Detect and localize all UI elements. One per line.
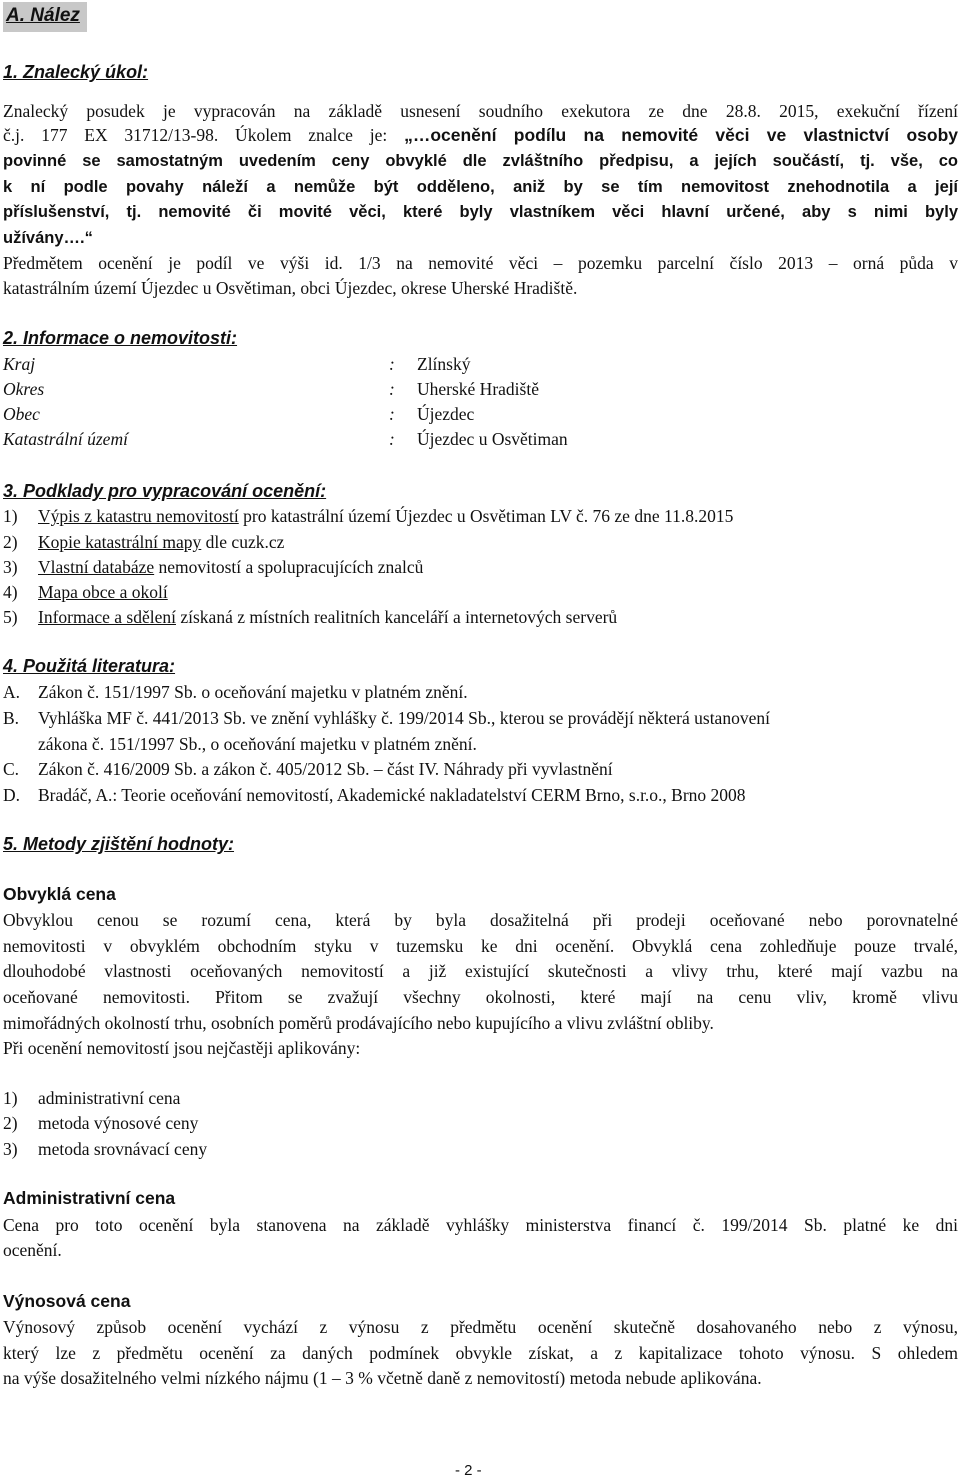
item-letter: B. [3, 708, 20, 728]
item-text: nemovitostí a spolupracujících znalců [154, 557, 424, 577]
item-letter: D. [3, 785, 21, 805]
item-text: administrativní cena [38, 1088, 181, 1108]
info-key: Obec [3, 404, 40, 424]
page-number: - 2 - [455, 1462, 482, 1479]
item-text: Bradáč, A.: Teorie oceňování nemovitostí, Akademické nakladatelství CERM Brno, s.r.o., Brno 2008 [38, 785, 746, 805]
item-text: metoda výnosové ceny [38, 1113, 199, 1133]
vynosova-cena-title: Výnosová cena [3, 1291, 131, 1311]
s1-line-5: příslušenství, tj. nemovité či movité věci, které byly vlastníkem věci hlavní určené, aby s nimi byly [3, 203, 958, 221]
info-colon: : [389, 379, 395, 399]
s1-line-2 [3, 123, 958, 147]
vynos-line-1: Výnosový způsob ocenění vychází z výnosu z předmětu ocenění skutečně dosahovaného nebo z výnosu, [3, 1317, 958, 1337]
item-underlined: Výpis z katastru nemovitostí [38, 506, 239, 526]
section-a-heading [3, 2, 87, 32]
s4-title: 4. Použitá literatura: [3, 656, 176, 676]
item-text: dle cuzk.cz [201, 532, 285, 552]
item-letter: C. [3, 759, 20, 779]
method-item [3, 1137, 207, 1162]
obvykla-line-2: nemovitosti v obvyklém obchodním styku v tuzemsku ke dni ocenění. Obvyklá cena zohledňuje pouze trvalé, [3, 936, 958, 956]
s1-line-7: Předmětem ocenění je podíl ve výši id. 1/3 na nemovité věci – pozemku parcelní číslo 2013 – orná půda v [3, 253, 958, 273]
item-underlined: Kopie katastrální mapy [38, 532, 202, 552]
vynos-line-2: který lze z předmětu ocenění za daných podmínek obvykle získat, a z kapitalizace tohoto výnosu. S ohledem [3, 1343, 958, 1363]
info-value: Zlínský [417, 354, 471, 374]
s3-title: 3. Podklady pro vypracování ocenění: [3, 481, 327, 501]
info-colon: : [389, 404, 395, 424]
s5-title: 5. Metody zjištění hodnoty: [3, 834, 235, 854]
item-underlined: Vlastní databáze [38, 557, 155, 577]
item-number: 2) [3, 1113, 18, 1133]
item-number: 4) [3, 582, 18, 602]
item-number: 1) [3, 1088, 18, 1108]
info-key: Kraj [3, 354, 36, 374]
info-key: Okres [3, 379, 45, 399]
literature-item-c [3, 757, 613, 782]
item-text: metoda srovnávací ceny [38, 1139, 208, 1159]
s1-line-1: Znalecký posudek je vypracován na základě usnesení soudního exekutora ze dne 28.8. 2015, exekuční řízení [3, 101, 958, 121]
method-item [3, 1111, 198, 1136]
s1-line-2a: č.j. 177 EX 31712/13-98. Úkolem znalce je: [3, 125, 405, 145]
administrativni-cena-title: Administrativní cena [3, 1188, 176, 1208]
section-a-title: A. Nález [6, 5, 80, 26]
literature-item-b-cont: zákona č. 151/1997 Sb., o oceňování majetku v platném znění. [38, 734, 477, 754]
admin-line-2: ocenění. [3, 1240, 62, 1260]
item-underlined: Mapa obce a okolí [38, 582, 168, 602]
source-item [3, 530, 284, 555]
obvykla-line-6: Při ocenění nemovitostí jsou nejčastěji aplikovány: [3, 1038, 361, 1058]
info-colon: : [389, 429, 395, 449]
item-number: 5) [3, 607, 18, 627]
source-item [3, 555, 423, 580]
obvykla-line-5: mimořádných okolností trhu, osobních poměrů prodávajícího nebo kupujícího a vlivu zvláštní obliby. [3, 1013, 714, 1033]
item-text: získaná z místních realitních kanceláří a internetových serverů [175, 607, 618, 627]
item-text: Vyhláška MF č. 441/2013 Sb. ve znění vyhlášky č. 199/2014 Sb., kterou se provádějí některá ustanovení [38, 708, 770, 728]
info-value: Újezdec u Osvětiman [417, 429, 568, 449]
item-text: Zákon č. 416/2009 Sb. a zákon č. 405/2012 Sb. – část IV. Náhrady při vyvlastnění [38, 759, 613, 779]
obvykla-line-4: oceňované nemovitosti. Přitom se zvažují všechny okolnosti, které mají na cenu vliv, kromě vlivu [3, 987, 958, 1007]
info-value: Újezdec [417, 404, 475, 424]
item-number: 1) [3, 506, 18, 526]
info-key: Katastrální území [3, 429, 128, 449]
admin-line-1: Cena pro toto ocenění byla stanovena na základě vyhlášky ministerstva financí č. 199/2014 Sb. platné ke dni [3, 1215, 958, 1235]
s2-title: 2. Informace o nemovitosti: [3, 328, 238, 348]
s1-line-4: k ní podle povahy náleží a nemůže být odděleno, aniž by se tím nemovitost znehodnotila a její [3, 178, 958, 196]
item-letter: A. [3, 682, 21, 702]
s1-line-2b: „…ocenění podílu na nemovité věci ve vlastnictví osoby [404, 125, 958, 145]
literature-item-d [3, 783, 746, 808]
literature-item-b [3, 706, 770, 731]
s1-title: 1. Znalecký úkol: [3, 62, 149, 82]
s1-line-6: užívány….“ [3, 229, 93, 247]
info-value: Uherské Hradiště [417, 379, 539, 399]
item-text: pro katastrální území Újezdec u Osvětiman LV č. 76 ze dne 11.8.2015 [238, 506, 734, 526]
item-number: 3) [3, 557, 18, 577]
source-item [3, 504, 733, 529]
item-underlined: Informace a sdělení [38, 607, 176, 627]
obvykla-line-3: dlouhodobé vlastnosti oceňovaných nemovitostí a již existující skutečnosti a vlivy trhu, které mají vazbu na [3, 961, 958, 981]
s1-line-3: povinné se samostatným uvedením ceny obvyklé dle zvláštního předpisu, a jejích součástí, tj. vše, co [3, 152, 958, 170]
source-item [3, 605, 617, 630]
item-text: Zákon č. 151/1997 Sb. o oceňování majetku v platném znění. [38, 682, 468, 702]
item-number: 3) [3, 1139, 18, 1159]
item-number: 2) [3, 532, 18, 552]
source-item [3, 580, 168, 605]
method-item [3, 1086, 180, 1111]
info-colon: : [389, 354, 395, 374]
obvykla-cena-title: Obvyklá cena [3, 884, 116, 904]
vynos-line-3: na výše dosažitelného velmi nízkého nájmu (1 – 3 % včetně daně z nemovitostí) metoda nebude aplikována. [3, 1368, 762, 1388]
literature-item-a [3, 680, 468, 705]
obvykla-line-1: Obvyklou cenou se rozumí cena, která by byla dosažitelná při prodeji oceňované nebo porovnatelné [3, 910, 958, 930]
s1-line-8: katastrálním území Újezdec u Osvětiman, obci Újezdec, okrese Uherské Hradiště. [3, 278, 578, 298]
